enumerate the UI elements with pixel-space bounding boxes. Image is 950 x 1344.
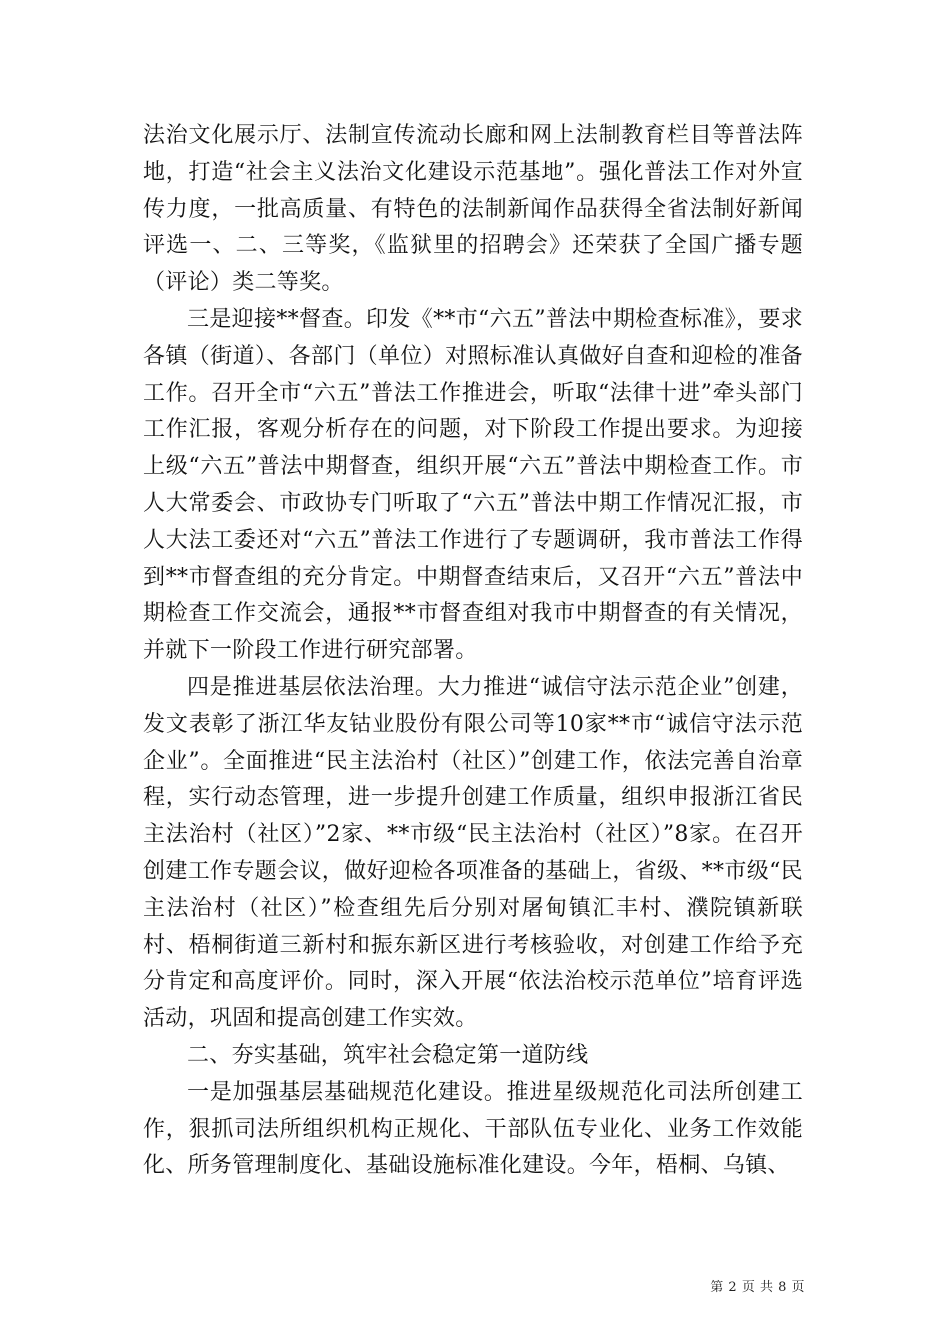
paragraph-2: 三是迎接**督查。印发《**市“六五”普法中期检查标准》，要求各镇（街道）、各部门（单位）对照标准认真做好自查和迎检的准备工作。召开全市“六五”普法工作推进会，听取“法律十进”牵头部门工作汇报，客观分析存在的问题，对下阶段工作提出要求。为迎接上级“六五”普法中期督查，组织开展“六五”普法中期检查工作。市人大常委会、市政协专门听取了“六五”普法中期工作情况汇报，市人大法工委还对“六五”普法工作进行了专题调研，我市普法工作得到**市督查组的充分肯定。中期督查结束后，又召开“六五”普法中期检查工作交流会，通报**市督查组对我市中期督查的有关情况，并就下一阶段工作进行研究部署。 bbox=[143, 306, 803, 664]
paragraph-4: 一是加强基层基础规范化建设。推进星级规范化司法所创建工作，狠抓司法所组织机构正规化、干部队伍专业化、业务工作效能化、所务管理制度化、基础设施标准化建设。今年，梧桐、乌镇、 bbox=[143, 1079, 803, 1179]
section-heading: 二、夯实基础，筑牢社会稳定第一道防线 bbox=[187, 1042, 589, 1068]
paragraph-1: 法治文化展示厅、法制宣传流动长廊和网上法制教育栏目等普法阵地，打造“社会主义法治文化建设示范基地”。强化普法工作对外宣传力度，一批高质量、有特色的法制新闻作品获得全省法制好新闻评选一、二、三等奖，《监狱里的招聘会》还荣获了全国广播专题（评论）类二等奖。 bbox=[143, 123, 803, 296]
paragraph-3: 四是推进基层依法治理。大力推进“诚信守法示范企业”创建，发文表彰了浙江华友钴业股份有限公司等10家**市“诚信守法示范企业”。全面推进“民主法治村（社区）”创建工作，依法完善自治章程，实行动态管理，进一步提升创建工作质量，组织申报浙江省民主法治村（社区）”2家、**市级“民主法治村（社区）”8家。在召开创建工作专题会议，做好迎检各项准备的基础上，省级、**市级“民主法治村（社区）”检查组先后分别对屠甸镇汇丰村、濮院镇新联村、梧桐街道三新村和振东新区进行考核验收，对创建工作给予充分肯定和高度评价。同时，深入开展“依法治校示范单位”培育评选活动，巩固和提高创建工作实效。 bbox=[143, 674, 803, 1032]
document-body bbox=[143, 118, 803, 1185]
page-number: 第 2 页 共 8 页 bbox=[710, 1280, 805, 1295]
